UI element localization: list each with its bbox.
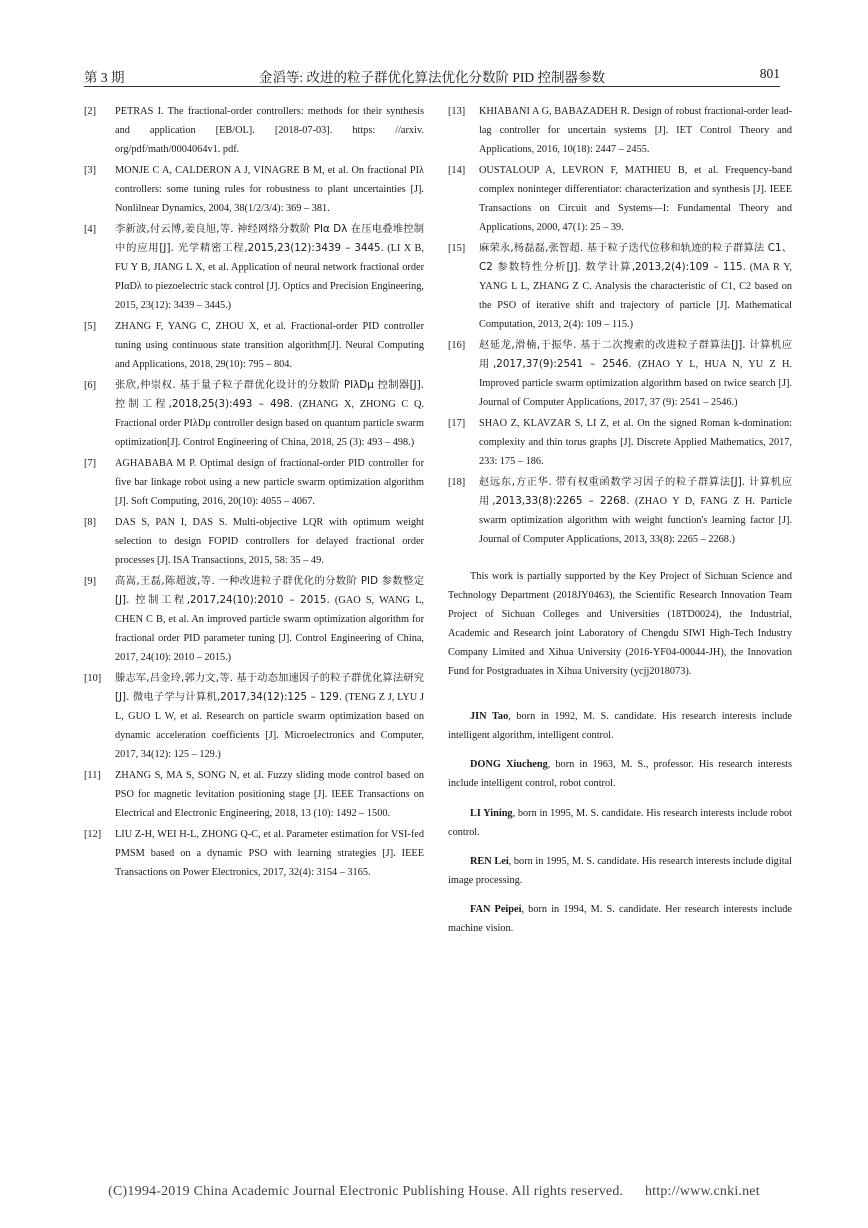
reference-text-chinese: 李新波,付云博,姜良旭,等. 神经网络分数阶 PIα Dλ 在压电叠堆控制中的应用[J]. 光学精密工程,2015,23(12):3439 – 3445.	[115, 223, 424, 254]
reference-text: (MA R Y, YANG L L, ZHANG Z C. Analysis the characteristic of C1, C2 based on the PSO of iterative shift and trajectory of particle [J]. Mathematical Computation, 2013, 2(4): 109 – 115.)	[479, 262, 793, 330]
reference-text: ZHANG S, MA S, SONG N, et al. Fuzzy sliding mode control based on PSO for magnetic levitation positioning stage [J]. IEEE Transactions on Electrical and Electronic Engineering, 2018, 13 (10): 1492 – 1500.	[115, 770, 424, 819]
reference-text-chinese: 张欣,仲崇权. 基于量子粒子群优化设计的分数阶 PIλDμ 控制器[J]. 控制工程,2018,25(3):493 – 498.	[115, 379, 424, 410]
reference-number: [18]	[448, 477, 466, 488]
reference-number: [12]	[84, 829, 102, 840]
reference-item	[84, 766, 424, 823]
reference-number: [11]	[84, 770, 101, 781]
page-number: 801	[759, 66, 780, 81]
reference-item	[84, 317, 424, 374]
reference-number: [7]	[84, 458, 97, 469]
reference-number: [15]	[448, 243, 466, 254]
reference-text: ZHANG F, YANG C, ZHOU X, et al. Fractional-order PID controller tuning using continuous state transition algorithm[J]. Neural Computing and Applications, 2018, 29(10): 795 – 804.	[115, 321, 424, 370]
reference-item	[84, 454, 424, 511]
reference-number: [4]	[84, 224, 97, 235]
reference-item	[448, 336, 792, 412]
reference-number: [13]	[448, 106, 466, 117]
reference-text: MONJE C A, CALDERON A J, VINAGRE B M, et al. On fractional PIλ controllers: some tuning rules for robustness to plant uncertainties [J]. Nonlilnear Dynamics, 2004, 38(1/2/3/4): 369 – 381.	[115, 165, 424, 214]
reference-text-chinese: 麻荣永,杨磊磊,张智超. 基于粒子迭代位移和轨迹的粒子群算法 C1、C2 参数特性分析[J]. 数学计算,2013,2(4):109 – 115.	[479, 242, 792, 273]
reference-item	[84, 572, 424, 667]
reference-text: KHIABANI A G, BABAZADEH R. Design of robust fractional-order lead-lag controller for uncertain systems [J]. IET Control Theory and Applications, 2016, 10(18): 2447 – 2455.	[479, 106, 792, 155]
reference-item	[84, 376, 424, 452]
author-bio-text: , born in 1995, M. S. candidate. His research interests include digital image processing.	[448, 855, 792, 886]
reference-item	[84, 513, 424, 570]
author-name: DONG Xiucheng	[470, 759, 548, 771]
author-bio-text: , born in 1992, M. S. candidate. His research interests include intelligent algorithm, intelligent control.	[448, 711, 792, 741]
reference-item	[448, 239, 792, 334]
reference-number: [2]	[84, 106, 97, 117]
reference-number: [6]	[84, 380, 97, 391]
reference-number: [3]	[84, 165, 97, 176]
reference-number: [5]	[84, 321, 97, 332]
author-bio	[448, 900, 792, 938]
reference-text: (TENG Z J, LYU J L, GUO L W, et al. Research on particle swarm optimization based on dynamic acceleration coefficients [J]. Microelectronics and Computer, 2017, 34(12): 125 – 129.)	[115, 692, 424, 760]
author-bio-text: , born in 1994, M. S. candidate. Her research interests include machine vision.	[448, 904, 792, 935]
author-name: REN Lei	[470, 855, 509, 867]
acknowledgement: This work is partially supported by the Key Project of Sichuan Science and Technology Department (2018JY0463), the Scientific Research Innovation Team Project of Sichuan Colleges and Universities (18TD0024), the Industrial, Academic and Research joint Laboratory of Chengdu SIWI High-Tech Industry Company Limited and Xihua University (2016-YF04-00044-JH), the Innovation Fund for Postgraduates in Xihua University (ycjj2018073).	[448, 571, 792, 677]
author-bios	[448, 707, 792, 938]
issue-number: 第 3 期	[84, 70, 125, 85]
reference-text: SHAO Z, KLAVZAR S, LI Z, et al. On the signed Roman k-domination: complexity and thin torus graphs [J]. Discrete Applied Mathematics, 2017, 233: 175 – 186.	[479, 418, 792, 467]
reference-text: OUSTALOUP A, LEVRON F, MATHIEU B, et al. Frequency-band complex noninteger differentiator: characterization and synthesis [J]. IEEE Transactions on Circuit and Systems—I: Fundamental Theory and Applications, 2000, 47(1): 25 – 39.	[479, 165, 792, 233]
reference-item	[448, 161, 792, 237]
author-name: LI Yining	[470, 807, 513, 819]
reference-text: (LI X B, FU Y B, JIANG L X, et al. Application of neural network fractional order PIαDλ to piezoelectric stack control [J]. Optics and Precision Engineering, 2015, 23(12): 3439 – 3445.)	[115, 243, 424, 311]
reference-number: [16]	[448, 340, 466, 351]
reference-number: [14]	[448, 165, 466, 176]
copyright-footer	[0, 1184, 868, 1200]
reference-text: AGHABABA M P. Optimal design of fractional-order PID controller for five bar linkage robot using a new particle swarm optimization algorithm [J]. Soft Computing, 2016, 20(10): 4055 – 4067.	[115, 458, 424, 507]
reference-number: [10]	[84, 673, 102, 684]
reference-text-chinese: 滕志军,吕金玲,郭力文,等. 基于动态加速因子的粒子群优化算法研究[J]. 微电子学与计算机,2017,34(12):125 – 129.	[115, 672, 424, 703]
reference-text: DAS S, PAN I, DAS S. Multi-objective LQR with optimum weight selection to design FOPID controllers for delayed fractional order processes [J]. ISA Transactions, 2015, 58: 35 – 49.	[115, 517, 424, 566]
left-column	[84, 102, 424, 884]
footer-url[interactable]: http://www.cnki.net	[644, 1184, 760, 1199]
reference-item	[84, 825, 424, 882]
reference-number: [9]	[84, 576, 97, 587]
reference-text: PETRAS I. The fractional-order controllers: methods for their synthesis and application [EB/OL]. [2018-07-03]. https: //arxiv. org/pdf/math/0004064v1. pdf.	[115, 106, 424, 155]
reference-item	[448, 473, 792, 549]
reference-text: (ZHAO Y L, HUA N, YU Z H. Improved particle swarm optimization algorithm based on twice search [J]. Journal of Computer Applications, 2017, 37 (9): 2541 – 2546.)	[479, 359, 792, 408]
reference-text-chinese: 赵延龙,滑楠,于振华. 基于二次搜索的改进粒子群算法[J]. 计算机应用,2017,37(9):2541 – 2546.	[479, 339, 792, 370]
reference-number: [17]	[448, 418, 466, 429]
reference-item	[448, 102, 792, 159]
author-name: FAN Peipei	[470, 904, 522, 916]
author-bio	[448, 755, 792, 793]
author-bio-text: , born in 1963, M. S., professor. His research interests include intelligent control, robot control.	[448, 759, 792, 790]
reference-item	[84, 102, 424, 159]
reference-text: LIU Z-H, WEI H-L, ZHONG Q-C, et al. Parameter estimation for VSI-fed PMSM based on a dynamic PSO with learning strategies [J]. IEEE Transactions on Power Electronics, 2017, 32(4): 3154 – 3165.	[115, 829, 424, 878]
reference-text: (ZHANG X, ZHONG C Q. Fractional order PIλDμ controller design based on quantum particle swarm optimization[J]. Control Engineering of China, 2018, 25 (3): 493 – 498.)	[115, 399, 425, 448]
author-bio-text: , born in 1995, M. S. candidate. His research interests include robot control.	[448, 807, 792, 838]
running-header	[84, 64, 780, 87]
copyright-text: (C)1994-2019 China Academic Journal Electronic Publishing House. All rights reserved.	[108, 1184, 624, 1199]
reference-text-chinese: 赵远东,方正华. 带有权重函数学习因子的粒子群算法[J]. 计算机应用,2013,33(8):2265 – 2268.	[479, 476, 792, 507]
reference-text: (ZHAO Y D, FANG Z H. Particle swarm optimization algorithm with weight function's learning factor [J]. Journal of Computer Applications, 2013, 33(8): 2265 – 2268.)	[479, 496, 792, 545]
reference-text: (GAO S, WANG L, CHEN C B, et al. An improved particle swarm optimization algorithm for fractional order PID parameter tuning [J]. Control Engineering of China, 2017, 24(10): 2010 – 2015.)	[115, 595, 425, 663]
reference-text-chinese: 高嵩,王磊,陈超波,等. 一种改进粒子群优化的分数阶 PID 参数整定[J]. 控制工程,2017,24(10):2010 – 2015.	[115, 575, 424, 606]
reference-item	[448, 414, 792, 471]
author-bio	[448, 852, 792, 890]
reference-number: [8]	[84, 517, 97, 528]
reference-item	[84, 220, 424, 315]
reference-item	[84, 161, 424, 218]
author-name: JIN Tao	[470, 711, 509, 722]
author-bio	[448, 707, 792, 745]
reference-item	[84, 669, 424, 764]
running-title: 金滔等: 改进的粒子群优化算法优化分数阶 PID 控制器参数	[258, 70, 606, 85]
right-column	[448, 102, 792, 948]
author-bio	[448, 804, 792, 842]
